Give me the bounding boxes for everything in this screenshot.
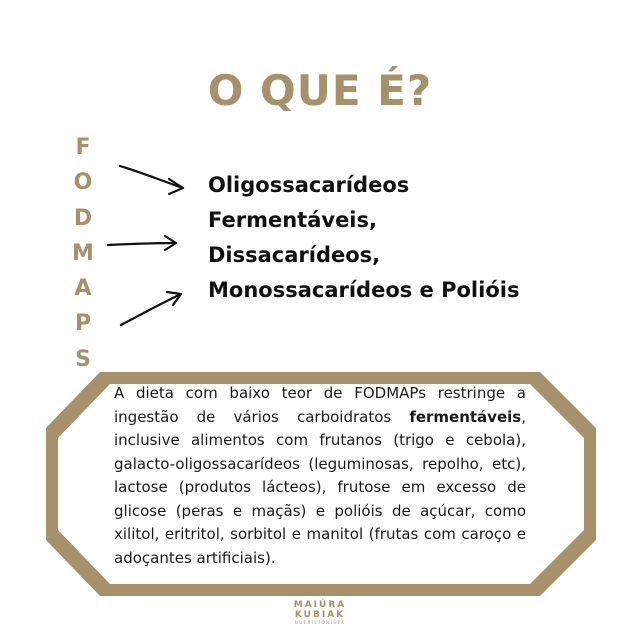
acronym-letter: M bbox=[72, 240, 94, 266]
term-item: Oligossacarídeos bbox=[208, 173, 410, 197]
logo-line-3: NUTRICIONISTA bbox=[294, 620, 346, 625]
term-item: Fermentáveis, bbox=[208, 208, 377, 232]
acronym-letter: D bbox=[73, 205, 93, 231]
page-title: O QUE É? bbox=[207, 66, 433, 115]
brand-logo bbox=[0, 600, 640, 626]
description-part: A dieta com baixo teor de FODMAPs restringe a ingestão de vários carboidratos bbox=[114, 384, 526, 426]
acronym-letter: F bbox=[75, 135, 91, 160]
acronym-letter: A bbox=[74, 276, 92, 302]
acronym-letter: O bbox=[73, 170, 93, 196]
acronym-letter: S bbox=[75, 346, 91, 372]
description-text bbox=[114, 382, 526, 570]
term-item: Dissacarídeos, bbox=[208, 243, 381, 267]
term-item: Monossacarídeos e Polióis bbox=[208, 278, 520, 302]
description-bold-word: fermentáveis bbox=[409, 407, 522, 426]
acronym-letter: P bbox=[74, 311, 92, 337]
logo-line-1: MAIÚRA bbox=[293, 600, 347, 610]
logo-line-2: KUBIAK bbox=[294, 610, 346, 620]
description-part: , inclusive alimentos com frutanos (trigo e cebola), galacto-oligossacarídeos (leguminosas, repolho, etc), lactose (produtos lácteos), frutose em excesso de glicose (peras e maçãs) e polióis de açúcar, como xilitol, eritritol, sorbitol e manitol (frutas com caroço e adoçantes artificiais). bbox=[114, 407, 526, 567]
